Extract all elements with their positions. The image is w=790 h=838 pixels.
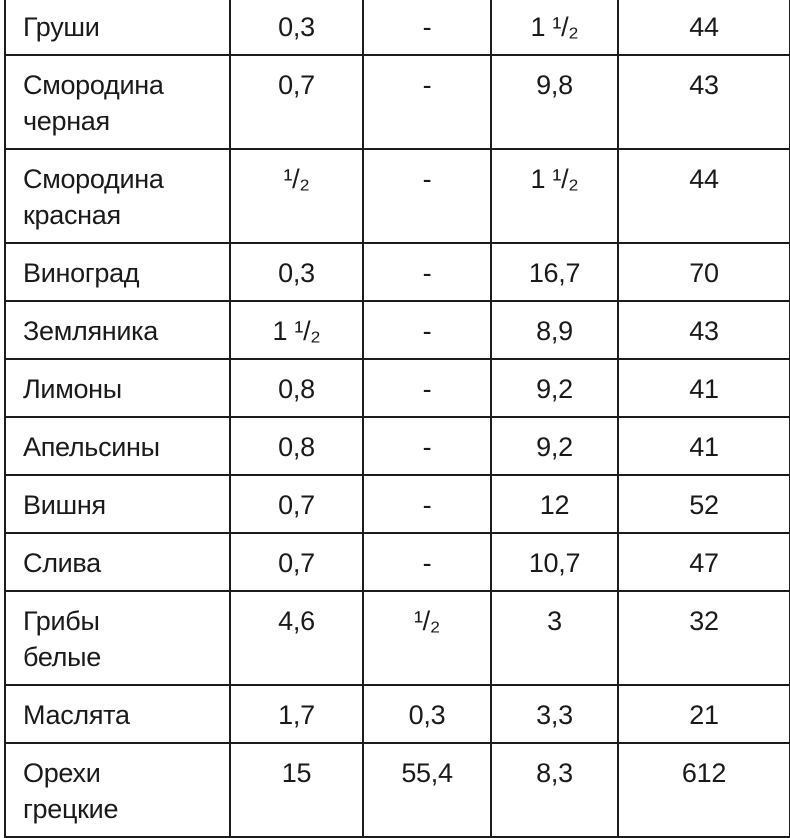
kcal-value: 21 [689,700,719,730]
fat-value: - [422,12,432,42]
fat-cell [363,243,491,301]
carbs-value: 9,2 [536,374,573,404]
kcal-cell [618,149,790,243]
product-name-cell [5,359,230,417]
kcal-value: 612 [681,758,727,788]
protein-cell [230,55,363,149]
fat-value: 0,3 [408,700,446,730]
kcal-cell [618,0,790,55]
fat-value: - [422,164,432,194]
kcal-value: 44 [689,12,719,42]
fat-cell [363,417,491,475]
product-name-cell [5,743,230,837]
table-row [5,591,790,685]
fat-cell [363,533,491,591]
table-row [5,0,790,55]
protein-cell [230,417,363,475]
protein-value: 4,6 [278,606,315,636]
product-name-cell [5,0,230,55]
product-name: Орехи грецкие [23,758,119,824]
kcal-cell [618,55,790,149]
table-row [5,149,790,243]
table-row [5,475,790,533]
kcal-cell [618,743,790,837]
kcal-cell [618,417,790,475]
carbs-cell [491,359,618,417]
kcal-cell [618,301,790,359]
table-row [5,685,790,743]
product-name-cell [5,243,230,301]
table-row [5,243,790,301]
fat-value: - [422,490,432,520]
carbs-value: 1 ¹/₂ [530,12,579,42]
kcal-value: 47 [689,548,719,578]
nutrition-table-body [5,0,790,837]
kcal-cell [618,359,790,417]
protein-cell [230,301,363,359]
fat-value: - [422,258,432,288]
carbs-cell [491,301,618,359]
fat-cell [363,359,491,417]
product-name-cell [5,475,230,533]
product-name: Грибы белые [23,606,101,672]
fat-value: - [422,432,432,462]
nutrition-table [4,0,790,838]
table-row [5,301,790,359]
carbs-cell [491,685,618,743]
fat-value: 55,4 [401,758,453,788]
fat-cell [363,743,491,837]
carbs-cell [491,591,618,685]
fat-cell [363,301,491,359]
kcal-cell [618,685,790,743]
protein-cell [230,685,363,743]
carbs-value: 9,2 [536,432,573,462]
carbs-cell [491,475,618,533]
carbs-cell [491,417,618,475]
fat-cell [363,685,491,743]
protein-value: 0,7 [278,490,315,520]
product-name-cell [5,417,230,475]
product-name-cell [5,533,230,591]
kcal-cell [618,243,790,301]
product-name: Слива [23,548,101,578]
protein-value: 0,3 [278,258,315,288]
protein-cell [230,743,363,837]
carbs-value: 3 [547,606,562,636]
product-name-cell [5,149,230,243]
carbs-value: 1 ¹/₂ [530,164,579,194]
carbs-cell [491,243,618,301]
fat-value: - [422,316,432,346]
protein-value: 0,8 [278,432,315,462]
table-row [5,417,790,475]
product-name: Лимоны [23,374,122,404]
carbs-value: 3,3 [536,700,573,730]
carbs-cell [491,533,618,591]
protein-value: ¹/₂ [283,164,310,194]
product-name-cell [5,301,230,359]
protein-value: 0,7 [278,548,315,578]
carbs-cell [491,55,618,149]
kcal-value: 32 [689,606,719,636]
carbs-value: 16,7 [528,258,581,288]
protein-value: 1 ¹/₂ [272,316,321,346]
protein-value: 0,8 [278,374,315,404]
product-name: Земляника [23,316,158,346]
protein-value: 0,3 [278,12,315,42]
fat-value: ¹/₂ [413,606,441,636]
product-name-cell [5,685,230,743]
fat-cell [363,591,491,685]
product-name: Виноград [23,258,140,288]
fat-cell [363,0,491,55]
carbs-cell [491,149,618,243]
carbs-value: 10,7 [528,548,581,578]
carbs-value: 12 [539,490,570,520]
table-row [5,359,790,417]
fat-cell [363,149,491,243]
protein-cell [230,359,363,417]
table-row [5,743,790,837]
protein-cell [230,243,363,301]
table-row [5,533,790,591]
protein-cell [230,475,363,533]
protein-cell [230,149,363,243]
protein-cell [230,0,363,55]
product-name: Смородина черная [23,70,164,136]
product-name-cell [5,591,230,685]
kcal-cell [618,533,790,591]
protein-value: 0,7 [278,70,315,100]
product-name: Груши [23,12,100,42]
protein-value: 1,7 [278,700,315,730]
protein-cell [230,591,363,685]
protein-cell [230,533,363,591]
kcal-value: 41 [689,374,719,404]
product-name: Апельсины [23,432,160,462]
table-row [5,55,790,149]
fat-cell [363,55,491,149]
fat-value: - [422,70,432,100]
kcal-cell [618,591,790,685]
kcal-value: 41 [689,432,719,462]
kcal-value: 44 [689,164,719,194]
kcal-value: 43 [689,316,719,346]
fat-value: - [422,374,432,404]
product-name: Вишня [23,490,106,520]
product-name-cell [5,55,230,149]
carbs-value: 8,9 [536,316,573,346]
carbs-value: 8,3 [536,758,573,788]
protein-value: 15 [281,758,312,788]
kcal-value: 70 [689,258,719,288]
product-name: Маслята [23,700,130,730]
product-name: Смородина красная [23,164,164,230]
carbs-cell [491,0,618,55]
kcal-cell [618,475,790,533]
fat-value: - [422,548,432,578]
fat-cell [363,475,491,533]
carbs-value: 9,8 [536,70,573,100]
kcal-value: 43 [689,70,719,100]
carbs-cell [491,743,618,837]
kcal-value: 52 [689,490,719,520]
